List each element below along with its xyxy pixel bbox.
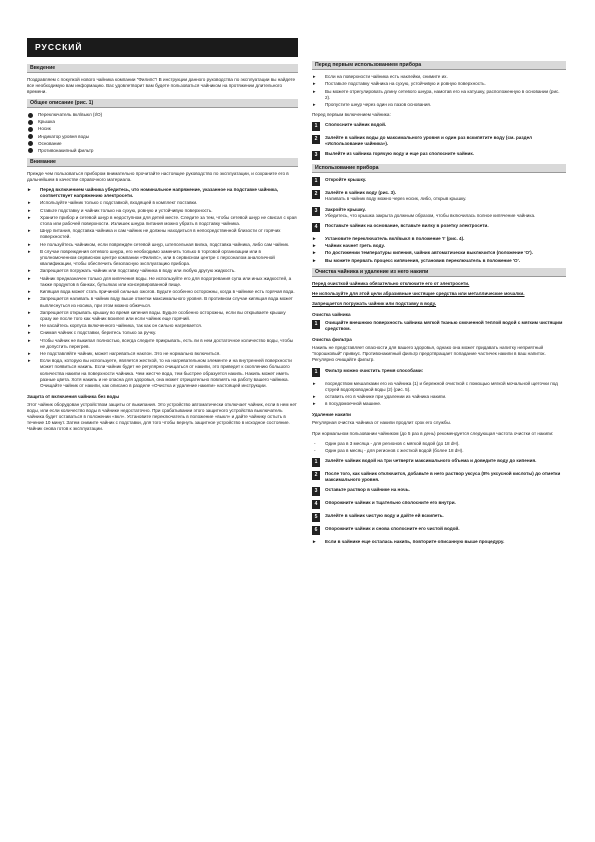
bullet-f-icon (28, 148, 33, 153)
step-item: 2 Залейте в чайник воды до максимального уровня и один раз вскипятите воду (см. раздел «Использование чайника»). (312, 135, 566, 147)
warning-item: ▸ Запрещается открывать крышку во время кипения воды. Будьте особенно осторожны, если вы открываете крышку сразу же после того как чайник вскипел или если чайник еще горячий. (27, 310, 298, 322)
use-bullets (312, 236, 566, 264)
warning-item: ▸ Чтобы чайник не выкипал полностью, всегда следите прикрывать, есть ли в нем достаточное количество воды, чтобы не допустить перегрев. (27, 338, 298, 350)
warning-item: ▸ Используйте чайник только с подставкой, входящей в комплект поставки. (27, 200, 298, 206)
filter-bullet-item: ▸ в посудомоечной машине. (312, 401, 566, 407)
first-steps-list (312, 122, 566, 160)
warning-item: ▸ Храните прибор и сетевой шнур в недоступном для детей месте. Следите за тем, чтобы сетевой шнур не свисал с края стола или рабочей поверхности. Излишек шнура питания можно убрать в подставку чайника. (27, 215, 298, 227)
first-use-list (312, 74, 566, 108)
warning-item: ▸ Шнур питания, подставка чайника и сам чайник не должны находиться в непосредственной близости от горячих поверхностей. (27, 228, 298, 240)
step-item: 2 После того, как чайник отключится, добавьте в него раствор уксуса (8% уксусной кислоты) до отметки максимального уровня. (312, 471, 566, 483)
bullet-e-icon (28, 141, 33, 146)
part-item: Крышка (27, 119, 298, 125)
step-number-1: 1 (312, 458, 320, 467)
part-item: Переключатель вкл/выкл (I/O) (27, 112, 298, 118)
before-first-text: Перед первым включением чайника: (312, 112, 391, 118)
bullet-a-icon (28, 113, 33, 118)
use-bullet-item: ▸ Чайник начнет греть воду. (312, 243, 566, 249)
section-clean-title: Очистка чайника и удаление из него накипи (312, 268, 566, 277)
step-item: 3 Закройте крышку. Убедитесь, что крышка закрыта должным образом, чтобы включилась полное кипячение чайника. (312, 207, 566, 219)
step-number-1: 1 (312, 320, 320, 329)
step-item: 1 Залейте чайник водой на три четверти максимального объема и доведите воду до кипения. (312, 458, 566, 467)
descale-final-item: ▸ Если в чайнике еще осталась накипь, повторите описанную выше процедуру. (312, 539, 566, 545)
first-use-item: ▸ Если на поверхности чайника есть наклейки, снимите их. (312, 74, 566, 80)
clean-note: Запрещается погружать чайник или подставку в воду. (312, 300, 437, 306)
descale-frequency-list (312, 441, 566, 454)
attention-intro: Прежде чем пользоваться прибором внимательно прочитайте настоящее руководство по эксплуатации, и сохраните его в дальнейшем в качестве справочного материала. (27, 170, 289, 182)
step-item: 3 Вылейте из чайника горячую воду и еще раз сполосните чайник. (312, 151, 566, 160)
first-use-item: ▸ Пропустите шнур через один из пазов основания. (312, 102, 566, 108)
section-attention-title: Внимание (27, 158, 298, 167)
step-number-3: 3 (312, 487, 320, 496)
use-bullet-item: ▸ Установите переключатель вкл/выкл в положение 'I' (рис. 4). (312, 236, 566, 242)
descale-sub: Регулярная очистка чайника от накипи продлит срок его службы. (312, 420, 452, 426)
step-number-1: 1 (312, 177, 320, 186)
warning-item: ▸ Ставьте подставку и чайник только на сухую, ровную и устойчивую поверхность. (27, 208, 298, 214)
warning-item: ▸ Запрещается погружать чайник или подставку чайника в воду или любую другую жидкость. (27, 268, 298, 274)
step-item: 2 Залейте в чайник воду (рис. 3). Наливать в чайник воду можно через носик, либо, открыв крышку. (312, 190, 566, 202)
first-use-item: ▸ Вы можете отрегулировать длину сетевого шнура, намотав его на катушку, расположенную в основании (рис. 2). (312, 89, 566, 101)
warning-item: ▸ Не подставляйте чайник, может нагреваться наклон. Это не нормально включиться. (27, 351, 298, 357)
warnings-list (27, 187, 298, 389)
clean-note: Перед очисткой чайника обязательно отключите его от электросети. (312, 280, 470, 286)
descale-text: При нормальном пользовании чайником (до 5 раз в день) рекомендуется следующая частота очистки от накипи: (312, 430, 554, 436)
step-number-4: 4 (312, 223, 320, 232)
bullet-d-icon (28, 134, 33, 139)
warning-item: ▸ Запрещается наливать в чайник воду выше отметки максимального уровня. В противном случае кипящая вода может выплеснуться из носика, при этом можно обжечься. (27, 296, 298, 308)
language-header: РУССКИЙ (27, 38, 298, 57)
clean-filter-title: Очистка фильтра (312, 337, 352, 343)
warning-item: ▸ Если вода, которую вы используете, является жесткой, то на нагревательном элементе и на внутренней поверхности может появиться накипь. Если чайник будет не регулярно очищаться от накипи, это приведет к скоплению большого количества накипи на поверхности чайника. Чем жестче вода, тем быстрее образуется накипь. Накипь может иметь разные цвета. Хотя накипь и не опасна для здоровья, она может отрицательно повлиять на работу вашего чайника. Очищайте чайник от накипи, как описано в разделе «Очистка и удаление накипи» настоящей инструкции. (27, 358, 298, 388)
bullet-b-icon (28, 120, 33, 125)
step-number-3: 3 (312, 207, 320, 216)
descale-frequency-item: - Один раз в 3 месяца - для регионов с мягкой водой (до 18 dH). (312, 441, 566, 447)
section-overview-title: Общее описание (рис. 1) (27, 99, 298, 108)
warning-item: ▸ Снимая чайник с подставки, беритесь только за ручку. (27, 330, 298, 336)
parts-list (27, 112, 298, 154)
part-item: Индикатор уровня воды (27, 134, 298, 140)
bullet-c-icon (28, 127, 33, 132)
descale-steps (312, 458, 566, 535)
use-steps-list (312, 177, 566, 231)
step-item: 4 Опорожните чайник и тщательно сполосните его внутри. (312, 500, 566, 509)
use-bullet-item: ▸ По достижении температуры кипения, чайник автоматически выключится (положение 'O'). (312, 250, 566, 256)
step-number-1: 1 (312, 368, 320, 377)
step-number-2: 2 (312, 135, 320, 144)
warning-item: ▸ Чайник предназначен только для кипячения воды. Не используйте его для подогревания супа или иных жидкостей, а также продуктов в банках, бутылках или консервированной пище. (27, 276, 298, 288)
step-number-5: 5 (312, 513, 320, 522)
right-column (312, 57, 566, 549)
clean-kettle-steps (312, 320, 566, 332)
part-item: Противонакипный фильтр (27, 148, 298, 154)
part-item: Основание (27, 141, 298, 147)
step-item: 1 Фильтр можно очистить тремя способами: (312, 368, 566, 377)
protection-title: Защита от включения чайника без воды (27, 393, 120, 399)
filter-bullet-item: ▸ оставить его в чайнике при удалении из чайника накипи. (312, 394, 566, 400)
step-number-2: 2 (312, 471, 320, 480)
warning-item: ▸ Перед включением чайника убедитесь, что номинальное напряжение, указанное на подставке чайника, соответствует напряжению электросети. (27, 187, 298, 199)
clean-note: Не используйте для этой цели абразивные чистящие средства или металлические мочалки. (312, 290, 525, 296)
filter-bullets (312, 381, 566, 408)
step-item: 1 Сполосните чайник водой. (312, 122, 566, 131)
section-intro-title: Введение (27, 64, 298, 73)
step-item: 4 Поставьте чайник на основание, вставьте вилку в розетку электросети. (312, 223, 566, 232)
clean-filter-text: Накипь не представляет опасности для вашего здоровья, однако она может придавать напитку неприятный "порошковый" привкус. Противонакипный фильтр предотвращает попадание частичек накипи в ваш напиток. Регулярно очищайте фильтр. (312, 345, 546, 363)
warning-item: ▸ Не касайтесь корпуса включенного чайника, так как он сильно нагревается. (27, 323, 298, 329)
filter-bullet-item: ▸ посредством мешалками его из чайника (1) и бережной очисткой с помощью мягкой мочальной щеточки под струей водопроводной воды (2) (рис. 5). (312, 381, 566, 393)
descale-frequency-item: - Один раз в месяц - для регионов с жесткой водой (более 18 dH). (312, 448, 566, 454)
protection-text: Этот чайник оборудован устройством защиты от выкипания. Это устройство автоматически отключает чайник, если в нем нет воды, или если количество воды в чайнике недостаточно. При срабатывании этого защитного устройства выключатель чайника будет оставаться в положении «вкл». Установите переключатель в положение «выкл» и дайте чайнику остыть в течение 10 минут. Затем снимите чайник с подставки, для того чтобы вернуть защитное устройство в исходное состояние. Чайник снова готов к эксплуатации. (27, 401, 297, 432)
section-first-use-title: Перед первым использованием прибора (312, 61, 566, 70)
left-column (27, 60, 298, 436)
warning-item: ▸ В случае повреждения сетевого шнура, его необходимо заменить только в торговой организации или в уполномоченном сервисном центре компании «Филипс», или в сервисном центре с персоналом аналогичной квалификации, чтобы обеспечить безопасную эксплуатацию прибора. (27, 249, 298, 267)
first-use-item: ▸ Поставьте подставку чайника на сухую, устойчивую и ровную поверхность. (312, 81, 566, 87)
step-item: 1 Откройте крышку. (312, 177, 566, 186)
step-item: 6 Опорожните чайник и снова сполосните его чистой водой. (312, 526, 566, 535)
step-number-2: 2 (312, 190, 320, 199)
intro-text: Поздравляем с покупкой нового чайника компании "Филипс"! В инструкции данного руководства по эксплуатации вы найдете все необходимую вам информацию. Вас удовлетворит вам будете пользоваться чайником на протяжении длительного времени. (27, 77, 296, 95)
clean-kettle-title: Очистка чайника (312, 311, 351, 317)
warning-item: ▸ Кипящая вода может стать причиной сильных ожогов. Будьте особенно осторожны, когда в чайнике есть горячая вода. (27, 289, 298, 295)
step-number-6: 6 (312, 526, 320, 535)
step-item: 3 Оставьте раствор в чайнике на ночь. (312, 487, 566, 496)
descale-final-list (312, 539, 566, 545)
step-item: 1 Очищайте внешнюю поверхность чайника мягкой тканью смоченной теплой водой с мягким чистящим средством. (312, 320, 566, 332)
use-bullet-item: ▸ Вы можете прервать процесс кипячения, установив переключатель в положение 'O'. (312, 258, 566, 264)
part-item: Носик (27, 126, 298, 132)
step-number-1: 1 (312, 122, 320, 131)
step-number-3: 3 (312, 151, 320, 160)
step-item: 5 Залейте в чайник чистую воду и дайте ей вскипеть. (312, 513, 566, 522)
descale-title: Удаление накипи (312, 412, 351, 418)
step-number-4: 4 (312, 500, 320, 509)
filter-steps (312, 368, 566, 377)
section-use-title: Использование прибора (312, 164, 566, 173)
warning-item: ▸ Не пользуйтесь чайником, если повреждён сетевой шнур, штепсельная вилка, подставка чайника, либо сам чайник. (27, 242, 298, 248)
